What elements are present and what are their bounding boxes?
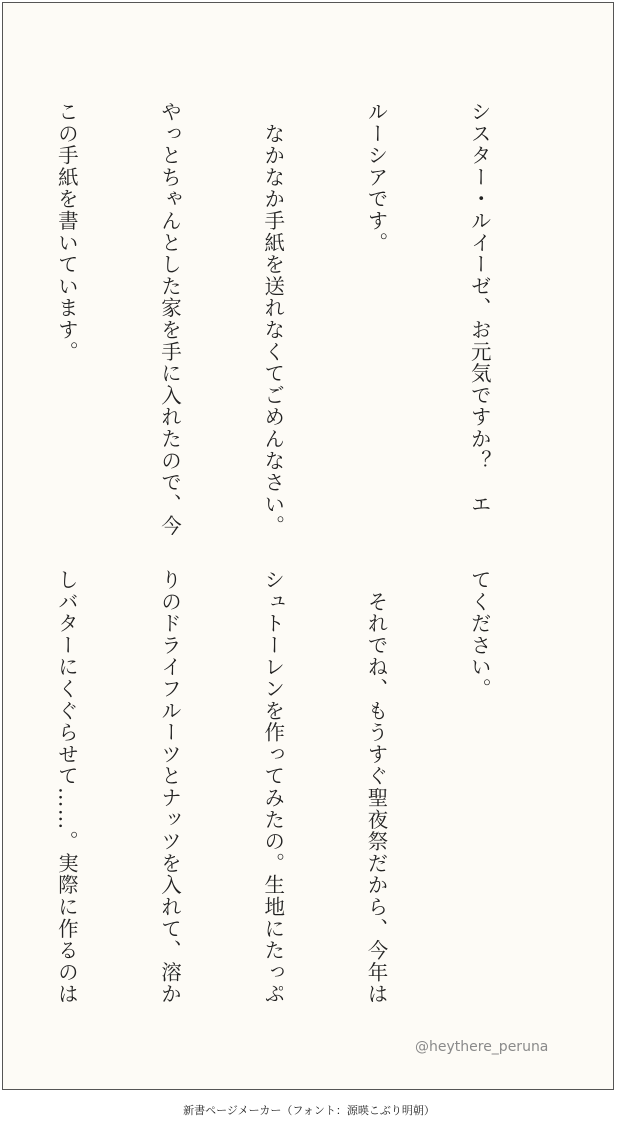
footer-credit: 新書ページメーカー（フォント：源暎こぶり明朝） bbox=[183, 1104, 435, 1117]
text-column: この手紙を書いています。 bbox=[54, 101, 79, 363]
letter-top-block bbox=[0, 101, 565, 537]
text-column: ルーシアです。 bbox=[363, 101, 388, 254]
author-handle: @heythere_peruna bbox=[415, 1039, 549, 1055]
text-column: りのドライフルーツとナッツを入れて、溶か bbox=[157, 569, 182, 1005]
letter-bottom-block bbox=[0, 569, 565, 1005]
text-column: なかなか手紙を送れなくてごめんなさい。 bbox=[260, 101, 285, 537]
text-column: やっとちゃんとした家を手に入れたので、今 bbox=[157, 101, 182, 537]
text-column: しバターにくぐらせて……。実際に作るのは bbox=[54, 569, 79, 1005]
text-column: それでね、もうすぐ聖夜祭だから、今年は bbox=[363, 569, 388, 1005]
text-column: シスター・ルイーゼ、お元気ですか？ エ bbox=[467, 101, 492, 516]
text-column: シュトーレンを作ってみたの。生地にたっぷ bbox=[260, 569, 285, 1005]
manuscript-page bbox=[2, 2, 614, 1090]
text-column: てください。 bbox=[467, 569, 492, 700]
